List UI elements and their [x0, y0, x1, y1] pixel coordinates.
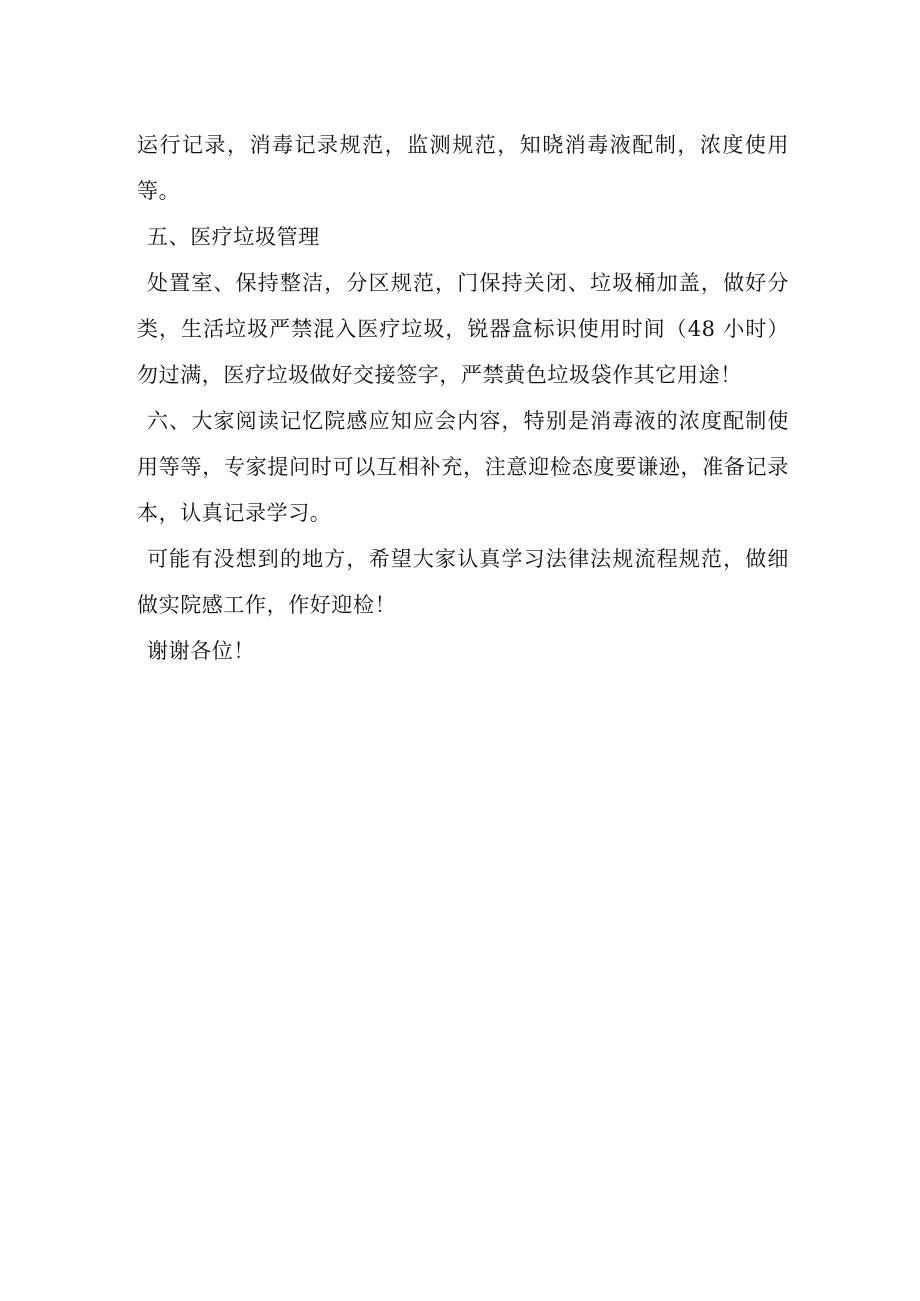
paragraph-closing: 可能有没想到的地方，希望大家认真学习法律法规流程规范，做细做实院感工作，作好迎检！ — [137, 547, 789, 617]
paragraph-study-instructions: 六、大家阅读记忆院感应知应会内容，特别是消毒液的浓度配制使用等等，专家提问时可以互相补充，注意迎检态度要谦逊，准备记录本，认真记录学习。 — [137, 409, 789, 525]
paragraph-continuation: 运行记录，消毒记录规范，监测规范，知晓消毒液配制，浓度使用等。 — [137, 133, 789, 203]
section-heading-medical-waste: 五、医疗垃圾管理 — [147, 225, 320, 249]
paragraph-medical-waste: 处置室、保持整洁，分区规范，门保持关闭、垃圾桶加盖，做好分类，生活垃圾严禁混入医疗垃圾，锐器盒标识使用时间（48 小时）勿过满，医疗垃圾做好交接签字，严禁黄色垃圾袋作其它用途！ — [137, 271, 789, 387]
document-body — [137, 122, 789, 674]
paragraph-thanks: 谢谢各位！ — [147, 639, 255, 663]
